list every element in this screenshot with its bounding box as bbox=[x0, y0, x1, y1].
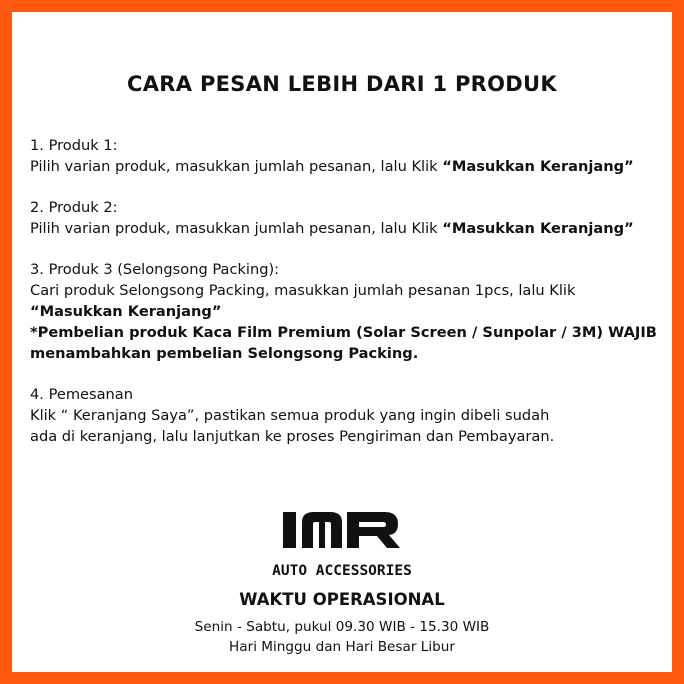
step-1 bbox=[30, 135, 670, 177]
step-emphasis: “Masukkan Keranjang” bbox=[442, 220, 634, 237]
step-heading: 2. Produk 2: bbox=[30, 199, 118, 216]
step-instruction: Pilih varian produk, masukkan jumlah pesanan, lalu Klik bbox=[30, 158, 443, 175]
step-heading: 1. Produk 1: bbox=[30, 137, 118, 154]
order-steps bbox=[30, 135, 670, 467]
step-3 bbox=[30, 259, 670, 364]
step-4 bbox=[30, 384, 670, 447]
page-title: CARA PESAN LEBIH DARI 1 PRODUK bbox=[127, 72, 557, 96]
logo-m-left-bar bbox=[283, 512, 296, 548]
hours-weekday: Senin - Sabtu, pukul 09.30 WIB - 15.30 WIB bbox=[194, 619, 490, 635]
logo-r bbox=[347, 512, 400, 548]
mr-logo-icon bbox=[267, 504, 417, 582]
hours-closed: Hari Minggu dan Hari Besar Libur bbox=[229, 639, 455, 655]
brand-logo bbox=[12, 504, 672, 582]
logo-subtitle: AUTO ACCESSORIES bbox=[272, 563, 412, 579]
logo-m-arch bbox=[302, 512, 342, 548]
hours-title: WAKTU OPERASIONAL bbox=[239, 590, 445, 609]
step-heading: 3. Produk 3 (Selongsong Packing): bbox=[30, 261, 280, 278]
operational-hours bbox=[12, 590, 672, 657]
step-emphasis: “Masukkan Keranjang” bbox=[442, 158, 634, 175]
step-line-2: ada di keranjang, lalu lanjutkan ke proses Pengiriman dan Pembayaran. bbox=[30, 428, 555, 445]
step-line-1: Klik “ Keranjang Saya”, pastikan semua produk yang ingin dibeli sudah bbox=[30, 407, 550, 424]
step-2 bbox=[30, 197, 670, 239]
step-heading: 4. Pemesanan bbox=[30, 386, 134, 403]
step-text bbox=[30, 218, 670, 239]
step-instruction: Cari produk Selongsong Packing, masukkan jumlah pesanan 1pcs, lalu Klik bbox=[30, 282, 576, 299]
step-note-line-2: menambahkan pembelian Selongsong Packing. bbox=[30, 345, 419, 362]
step-instruction: Pilih varian produk, masukkan jumlah pesanan, lalu Klik bbox=[30, 220, 443, 237]
step-note-line-1: *Pembelian produk Kaca Film Premium (Solar Screen / Sunpolar / 3M) WAJIB bbox=[30, 324, 657, 341]
step-text bbox=[30, 156, 670, 177]
step-emphasis: “Masukkan Keranjang” bbox=[30, 303, 222, 320]
